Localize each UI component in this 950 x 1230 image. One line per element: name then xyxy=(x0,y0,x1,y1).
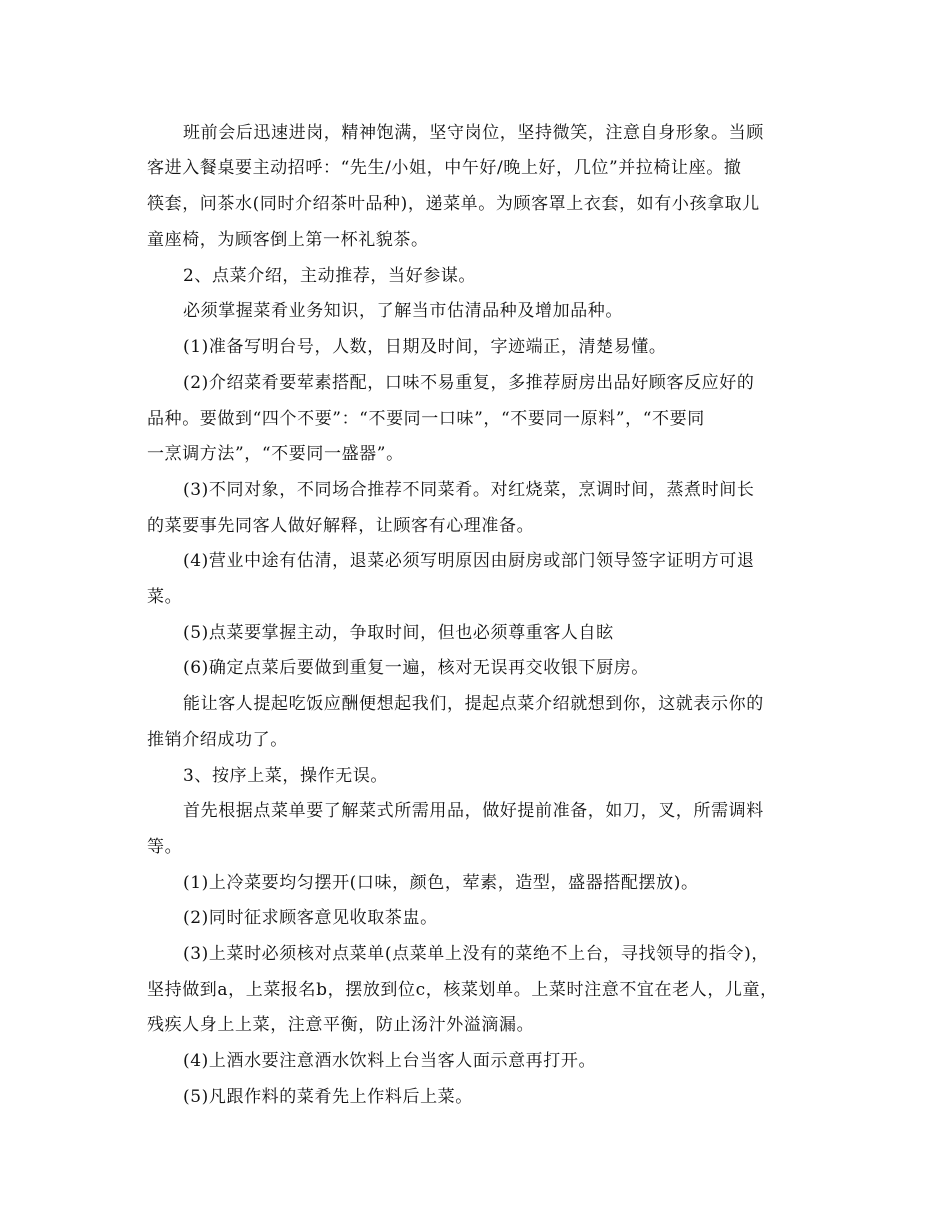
paragraph-line: 童座椅，为顾客倒上第一杯礼貌茶。 xyxy=(147,230,429,250)
list-item: (6)确定点菜后要做到重复一遍，核对无误再交收银下厨房。 xyxy=(183,658,649,678)
paragraph-line: 筷套，问茶水(同时介绍茶叶品种)，递菜单。为顾客罩上衣套，如有小孩拿取儿 xyxy=(147,194,760,214)
paragraph-line: 品种。要做到“四个不要”：“不要同一口味”，“不要同一原料”，“不要同 xyxy=(147,409,705,429)
paragraph-line: 一烹调方法”，“不要同一盛器”。 xyxy=(147,444,404,464)
list-item: (3)上菜时必须核对点菜单(点菜单上没有的菜绝不上台，寻找领导的指令)， xyxy=(183,944,769,964)
paragraph-line: 坚持做到a，上菜报名b，摆放到位c，核菜划单。上菜时注意不宜在老人，儿童， xyxy=(147,980,778,1000)
paragraph-line: 菜。 xyxy=(147,587,183,607)
list-item: (2)同时征求顾客意见收取茶盅。 xyxy=(183,908,438,928)
list-item: (5)点菜要掌握主动，争取时间，但也必须尊重客人自眩 xyxy=(183,623,614,643)
paragraph-line: 的菜要事先同客人做好解释，让顾客有心理准备。 xyxy=(147,516,535,536)
section-heading: 2、点菜介绍，主动推荐，当好参谋。 xyxy=(183,266,477,286)
paragraph-line: 能让客人提起吃饭应酬便想起我们，提起点菜介绍就想到你，这就表示你的 xyxy=(183,694,764,714)
list-item: (4)上酒水要注意酒水饮料上台当客人面示意再打开。 xyxy=(183,1051,597,1071)
paragraph-line: 班前会后迅速进岗，精神饱满，坚守岗位，坚持微笑，注意自身形象。当顾 xyxy=(183,123,764,143)
paragraph-line: 推销介绍成功了。 xyxy=(147,730,288,750)
paragraph-line: 首先根据点菜单要了解菜式所需用品，做好提前准备，如刀，叉，所需调料 xyxy=(183,801,764,821)
section-heading: 3、按序上菜，操作无误。 xyxy=(183,766,389,786)
paragraph-line: 等。 xyxy=(147,837,183,857)
paragraph-line: 必须掌握菜肴业务知识，了解当市估清品种及增加品种。 xyxy=(183,301,623,321)
list-item: (3)不同对象，不同场合推荐不同菜肴。对红烧菜，烹调时间，蒸煮时间长 xyxy=(183,480,755,500)
list-item: (5)凡跟作料的菜肴先上作料后上菜。 xyxy=(183,1087,473,1107)
paragraph-line: 客进入餐桌要主动招呼：“先生/小姐，中午好/晚上好，几位”并拉椅让座。撤 xyxy=(147,158,742,178)
list-item: (2)介绍菜肴要荤素搭配，口味不易重复，多推荐厨房出品好顾客反应好的 xyxy=(183,373,755,393)
paragraph-line: 残疾人身上上菜，注意平衡，防止汤汁外溢滴漏。 xyxy=(147,1015,535,1035)
list-item: (1)上冷菜要均匀摆开(口味，颜色，荤素，造型，盛器搭配摆放)。 xyxy=(183,873,699,893)
list-item: (4)营业中途有估清，退菜必须写明原因由厨房或部门领导签字证明方可退 xyxy=(183,551,755,571)
list-item: (1)准备写明台号，人数，日期及时间，字迹端正，清楚易懂。 xyxy=(183,337,667,357)
